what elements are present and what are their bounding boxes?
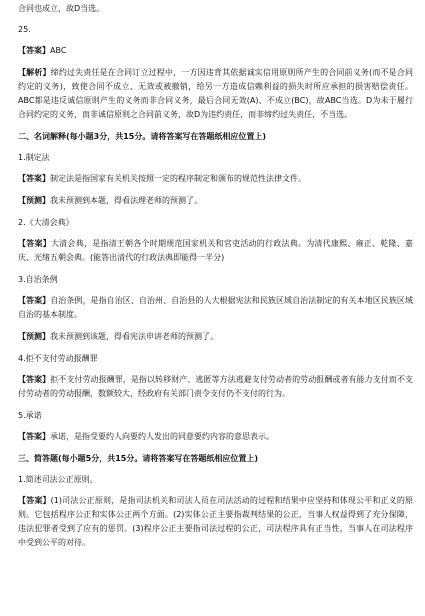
term-title: 3.自治条例 [18, 275, 58, 284]
predict-text: 我未预测到本题，得看法理老师的预测了。 [50, 196, 202, 205]
predict-paragraph [18, 330, 413, 344]
analysis-paragraph [18, 66, 413, 122]
answer-text: 大清会典，是指清王朝各个时期规范国家机关和官吏活动的行政法典。为清代康熙、雍正、乾隆、嘉庆、光绪五朝会典。(能答出清代的行政法典即能得一半分) [18, 239, 413, 262]
answer-paragraph [18, 44, 413, 58]
continued-text: 合同也成立，故D当选。 [18, 4, 105, 13]
answer-paragraph [18, 373, 413, 401]
answer-paragraph [18, 172, 413, 186]
question-title: 1.简述司法公正原则。 [18, 475, 98, 484]
term-title: 2.《大清会典》 [18, 218, 74, 227]
answer-text: ABC [50, 46, 67, 55]
answer-label: 【答案】 [18, 296, 51, 305]
answer-text: 承诺，是指受要约人向要约人发出的同意要约内容的意思表示。 [50, 432, 274, 441]
question-number: 25. [18, 25, 31, 34]
answer-paragraph [18, 494, 413, 550]
answer-label: 【答案】 [18, 375, 51, 384]
answer-paragraph [18, 237, 413, 265]
answer-text: 制定法是指国家有关机关按照一定的程序制定和颁布的规范性法律文件。 [50, 174, 306, 183]
analysis-text: 缔约过失责任是在合同订立过程中，一方因违背其依据诚实信用原则所产生的合同前义务(而不是合同约定的义务)，致使合同不成立、无效或被撤销，给另一方造成信赖利益的损失时所应承担的损害赔偿责任。ABC都是违反诚信原则产生的义务而非合同义务，最后合同无效(A)、不成立(BC)，故ABC当选。D为未于履行合同约定的义务，而非诚信原则之合同前义务，故D为违约责任，而非缔约过失责任，不当选。 [18, 68, 413, 119]
answer-text: (1)司法公正原则，是指司法机关和司法人员在司法活动的过程和结果中应坚持和体现公平和正义的原则。它包括程序公正和实体公正两个方面。(2)实体公正主要指裁判结果的公正，当事人权益得到了充分保障，违法犯罪者受到了应有的惩罚。(3)程序公正主要指司法过程的公正，司法程序具有正当性，当事人在司法程序中受到公平的对待。 [18, 496, 414, 547]
answer-label: 【答案】 [18, 174, 50, 183]
predict-label: 【预测】 [18, 196, 50, 205]
answer-label: 【答案】 [18, 496, 51, 505]
answer-label: 【答案】 [18, 46, 50, 55]
answer-paragraph [18, 430, 413, 444]
answer-paragraph [18, 294, 413, 322]
term-title: 1.制定法 [18, 153, 50, 162]
term-title: 4.拒不支付劳动报酬罪 [18, 354, 98, 363]
answer-text: 自治条例，是指自治区、自治州、自治县的人大根据宪法和民族区域自治法制定的有关本地区民族区域自治的基本制度。 [18, 296, 413, 319]
predict-label: 【预测】 [18, 332, 50, 341]
term-title: 5.承诺 [18, 411, 42, 420]
answer-label: 【答案】 [18, 432, 50, 441]
answer-text: 拒不支付劳动报酬罪，是指以转移财产、逃匿等方法逃避支付劳动者的劳动报酬或者有能力支付而不支付劳动者的劳动报酬，数额较大，经政府有关部门责令支付仍不支付的行为。 [18, 375, 413, 398]
predict-text: 我未预测到该题，得看宪法申讲老师的预测了。 [50, 332, 218, 341]
section-heading: 二、名词解释(每小题3分，共15分。请将答案写在答题纸相应位置上) [18, 132, 267, 141]
predict-paragraph [18, 194, 413, 208]
section-heading: 三、简答题(每小题5分，共15分。请将答案写在答题纸相应位置上) [18, 454, 259, 463]
answer-label: 【答案】 [18, 239, 51, 248]
analysis-label: 【解析】 [18, 68, 51, 77]
